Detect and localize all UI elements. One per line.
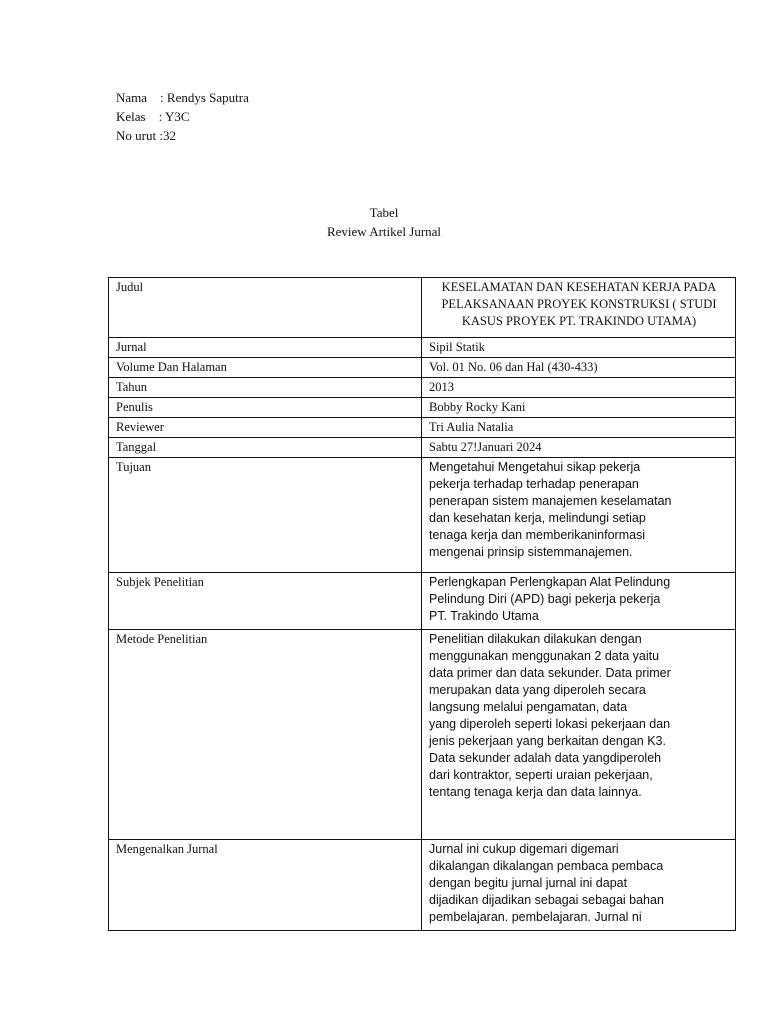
tahun-label: Tahun [109,378,422,398]
table-row [109,438,736,458]
table-row [109,573,736,630]
table-row [109,398,736,418]
volume-label: Volume Dan Halaman [109,358,422,378]
volume-value: Vol. 01 No. 06 dan Hal (430-433) [422,358,736,378]
table-row [109,840,736,931]
tujuan-value: Mengetahui Mengetahui sikap pekerja pekerja terhadap terhadap penerapan penerapan sistem manajemen keselamatan dan kesehatan kerja, melindungi setiap tenaga kerja dan memberikaninformasi mengenai prinsip sistemmanajemen. [422,458,736,573]
student-name: Nama : Rendys Saputra [116,90,249,105]
student-number: No urut :32 [116,128,176,143]
caption-line-2: Review Artikel Jurnal [326,224,442,239]
tanggal-value: Sabtu 27!Januari 2024 [422,438,736,458]
table-row [109,338,736,358]
review-table [108,277,736,931]
tahun-value: 2013 [422,378,736,398]
table-caption [0,203,768,241]
table-row [109,458,736,573]
kenal-label: Mengenalkan Jurnal [109,840,422,931]
tujuan-label: Tujuan [109,458,422,573]
jurnal-value: Sipil Statik [422,338,736,358]
penulis-value: Bobby Rocky Kani [422,398,736,418]
subjek-label: Subjek Penelitian [109,573,422,630]
table-row [109,358,736,378]
judul-label: Judul [109,278,422,338]
caption-line-1: Tabel [369,205,399,220]
reviewer-label: Reviewer [109,418,422,438]
table-row [109,630,736,840]
subjek-value: Perlengkapan Perlengkapan Alat Pelindung Pelindung Diri (APD) bagi pekerja pekerja PT. Trakindo Utama [422,573,736,630]
table-row [109,278,736,338]
kenal-value: Jurnal ini cukup digemari digemari dikalangan dikalangan pembaca pembaca dengan begitu jurnal jurnal ini dapat dijadikan dijadikan sebagai sebagai bahan pembelajaran. pembelajaran. Jurnal ni [422,840,736,931]
judul-value: KESELAMATAN DAN KESEHATAN KERJA PADA PELAKSANAAN PROYEK KONSTRUKSI ( STUDI KASUS PROYEK PT. TRAKINDO UTAMA) [422,278,736,338]
jurnal-label: Jurnal [109,338,422,358]
student-info [116,88,249,145]
table-row [109,378,736,398]
penulis-label: Penulis [109,398,422,418]
metode-label: Metode Penelitian [109,630,422,840]
reviewer-value: Tri Aulia Natalia [422,418,736,438]
tanggal-label: Tanggal [109,438,422,458]
student-class: Kelas : Y3C [116,109,190,124]
metode-value: Penelitian dilakukan dilakukan dengan menggunakan menggunakan 2 data yaitu data primer dan data sekunder. Data primer merupakan data yang diperoleh secara langsung melalui pengamatan, data yang diperoleh seperti lokasi pekerjaan dan jenis pekerjaan yang berkaitan dengan K3. Data sekunder adalah data yangdiperoleh dari kontraktor, seperti uraian pekerjaan, tentang tenaga kerja dan data lainnya. [422,630,736,840]
table-row [109,418,736,438]
